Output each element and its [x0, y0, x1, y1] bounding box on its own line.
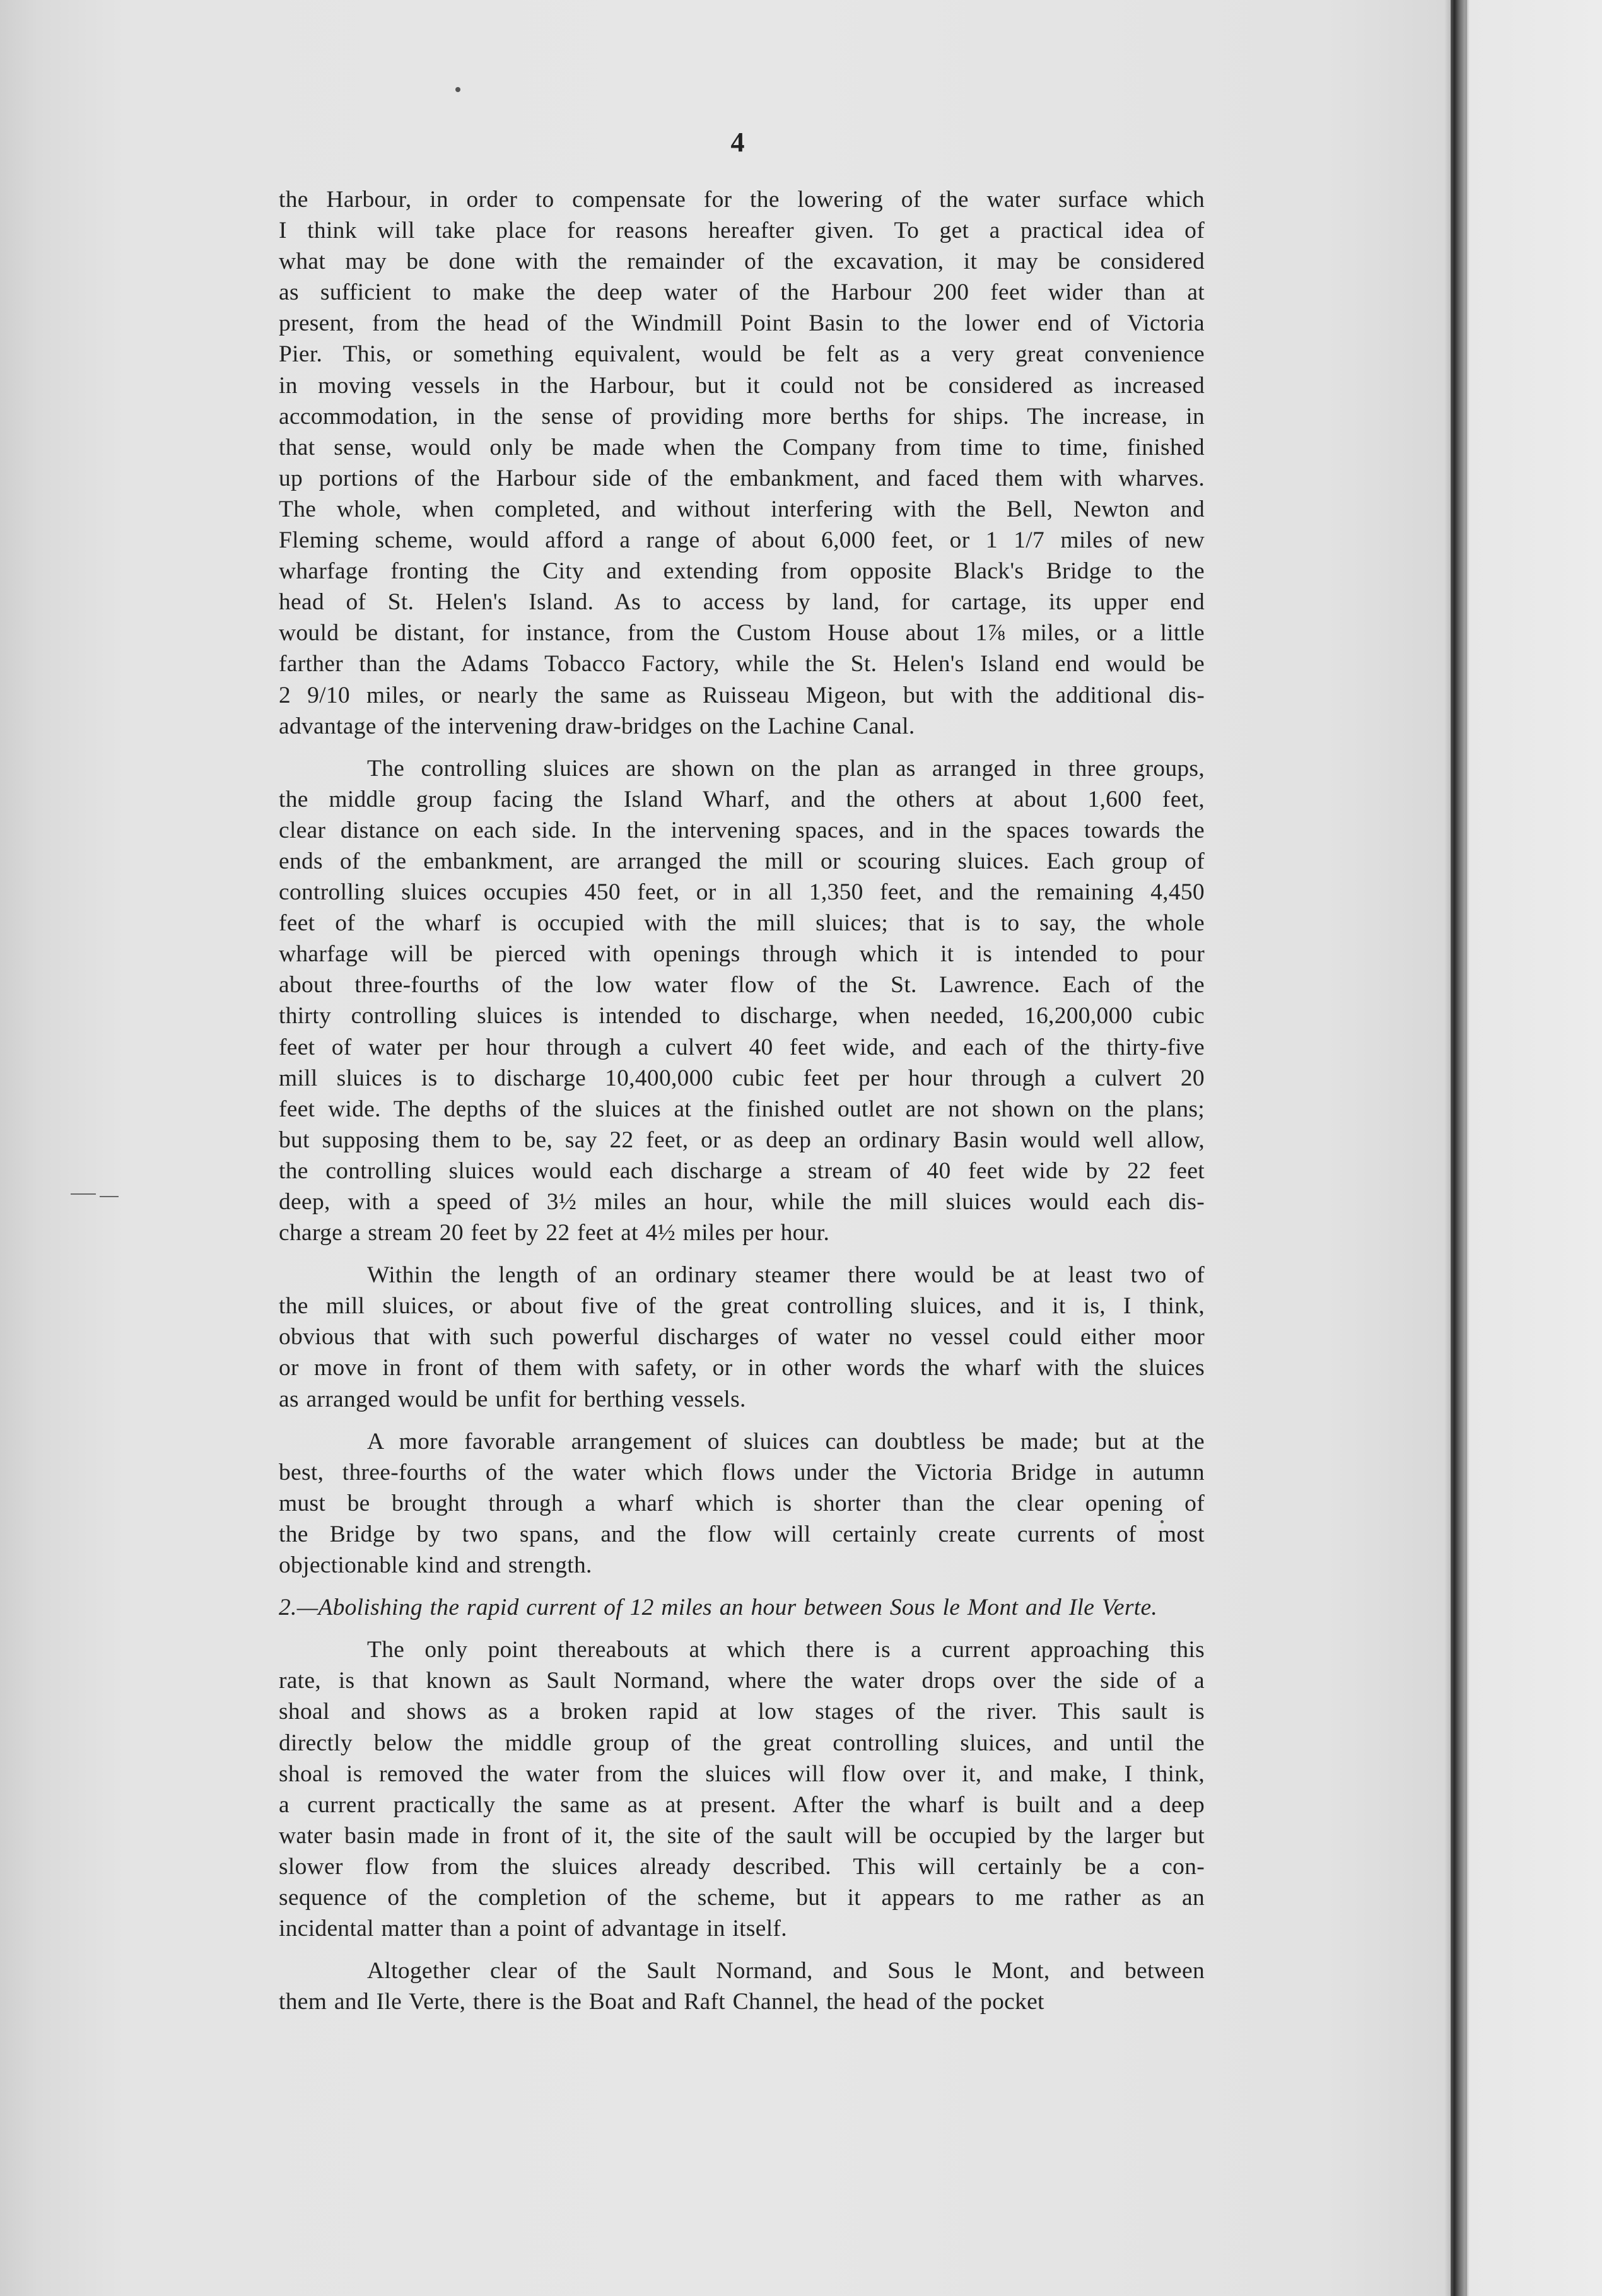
body-text — [279, 184, 1205, 2029]
text-line: incidental matter than a point of advantage in itself. — [279, 1916, 787, 1942]
binding-shadow — [1465, 0, 1467, 2296]
text-line: objectionable kind and strength. — [279, 1552, 592, 1579]
text-line: 2 9/10 miles, or nearly the same as Ruisseau Migeon, but with the additional dis- — [279, 682, 1205, 708]
text-line: up portions of the Harbour side of the embankment, and faced them with wharves. — [279, 465, 1205, 491]
text-line: the middle group facing the Island Wharf, and the others at about 1,600 feet, — [279, 786, 1205, 812]
text-line: water basin made in front of it, the site of the sault will be occupied by the larger but — [279, 1822, 1205, 1849]
text-line: clear distance on each side. In the intervening spaces, and in the spaces towards the — [279, 817, 1205, 843]
text-line: the mill sluices, or about five of the great controlling sluices, and it is, I think, — [279, 1293, 1205, 1320]
paragraph — [279, 1955, 1205, 2017]
adjacent-page-edge — [1451, 0, 1602, 2296]
paragraph — [279, 184, 1205, 742]
text-line: would be distant, for instance, from the Custom House about 1⅞ miles, or a little — [279, 620, 1205, 647]
text-line: as sufficient to make the deep water of the Harbour 200 feet wider than at — [279, 279, 1205, 306]
text-line: slower flow from the sluices already described. This will certainly be a con- — [279, 1853, 1205, 1880]
scan-speck — [455, 87, 460, 92]
text-line: feet of water per hour through a culvert 40 feet wide, and each of the thirty-five — [279, 1034, 1205, 1060]
text-line: them and Ile Verte, there is the Boat and Raft Channel, the head of the pocket — [279, 1989, 1044, 2015]
text-line: or move in front of them with safety, or in other words the wharf with the sluices — [279, 1355, 1205, 1381]
text-line: deep, with a speed of 3½ miles an hour, while the mill sluices would each dis- — [279, 1189, 1205, 1215]
paragraph — [279, 1426, 1205, 1581]
paragraph — [279, 1634, 1205, 1944]
text-line: The only point thereabouts at which there is a current approaching this — [367, 1637, 1205, 1663]
text-line: shoal is removed the water from the sluices will flow over it, and make, I think, — [279, 1760, 1205, 1787]
text-line: sequence of the completion of the scheme, but it appears to me rather as an — [279, 1884, 1205, 1911]
text-line: wharfage fronting the City and extending from opposite Black's Bridge to the — [279, 558, 1205, 585]
text-line: wharfage will be pierced with openings through which it is intended to pour — [279, 941, 1205, 968]
text-line: controlling sluices occupies 450 feet, or in all 1,350 feet, and the remaining 4,450 — [279, 879, 1205, 906]
page-number: 4 — [730, 127, 745, 158]
paragraphs — [279, 184, 1205, 1592]
text-line: Fleming scheme, would afford a range of about 6,000 feet, or 1 1/7 miles of new — [279, 527, 1205, 554]
section-paragraphs — [279, 1634, 1205, 2029]
text-line: a current practically the same as at present. After the wharf is built and a deep — [279, 1791, 1205, 1818]
text-line: The whole, when completed, and without interfering with the Bell, Newton and — [279, 496, 1205, 522]
text-line: what may be done with the remainder of the excavation, it may be considered — [279, 249, 1205, 275]
text-line: best, three-fourths of the water which flows under the Victoria Bridge in autumn — [279, 1459, 1205, 1485]
text-line: rate, is that known as Sault Normand, where the water drops over the side of a — [279, 1668, 1205, 1694]
text-line: shoal and shows as a broken rapid at low stages of the river. This sault is — [279, 1699, 1205, 1725]
text-line: ends of the embankment, are arranged the mill or scouring sluices. Each group of — [279, 848, 1205, 874]
text-line: the Harbour, in order to compensate for the lowering of the water surface which — [279, 187, 1205, 213]
text-line: head of St. Helen's Island. As to access by land, for cartage, its upper end — [279, 589, 1205, 616]
paragraph — [279, 1260, 1205, 1414]
text-line: feet wide. The depths of the sluices at the finished outlet are not shown on the plans; — [279, 1096, 1205, 1122]
text-line: A more favorable arrangement of sluices can doubtless be made; but at the — [367, 1428, 1205, 1455]
margin-mark — [100, 1196, 119, 1197]
text-line: charge a stream 20 feet by 22 feet at 4½ miles per hour. — [279, 1220, 830, 1246]
text-line: must be brought through a wharf which is shorter than the clear opening of — [279, 1490, 1205, 1516]
text-line: I think will take place for reasons hereafter given. To get a practical idea of — [279, 218, 1205, 244]
text-line: advantage of the intervening draw-bridges on the Lachine Canal. — [279, 713, 915, 739]
paragraph — [279, 753, 1205, 1249]
text-line: thirty controlling sluices is intended to discharge, when needed, 16,200,000 cubic — [279, 1003, 1205, 1029]
margin-mark — [71, 1193, 96, 1195]
text-line: feet of the wharf is occupied with the mill sluices; that is to say, the whole — [279, 910, 1205, 937]
text-line: but supposing them to be, say 22 feet, or as deep an ordinary Basin would well allow, — [279, 1127, 1205, 1153]
text-line: The controlling sluices are shown on the plan as arranged in three groups, — [367, 755, 1205, 782]
text-line: the Bridge by two spans, and the flow will certainly create currents of most — [279, 1521, 1205, 1547]
text-line: Within the length of an ordinary steamer there would be at least two of — [367, 1262, 1205, 1289]
text-line: mill sluices is to discharge 10,400,000 cubic feet per hour through a culvert 20 — [279, 1065, 1205, 1091]
text-line: Pier. This, or something equivalent, would be felt as a very great convenience — [279, 341, 1205, 368]
text-line: farther than the Adams Tobacco Factory, while the St. Helen's Island end would be — [279, 651, 1205, 677]
text-line: in moving vessels in the Harbour, but it could not be considered as increased — [279, 372, 1205, 399]
text-line: directly below the middle group of the great controlling sluices, and until the — [279, 1730, 1205, 1756]
text-line: obvious that with such powerful discharges of water no vessel could either moor — [279, 1324, 1205, 1350]
text-line: the controlling sluices would each discharge a stream of 40 feet wide by 22 feet — [279, 1157, 1205, 1184]
text-line: that sense, would only be made when the Company from time to time, finished — [279, 434, 1205, 460]
text-line: present, from the head of the Windmill Point Basin to the lower end of Victoria — [279, 310, 1205, 337]
text-line: Altogether clear of the Sault Normand, and Sous le Mont, and between — [367, 1958, 1205, 1984]
text-line: accommodation, in the sense of providing more berths for ships. The increase, in — [279, 403, 1205, 430]
text-line: about three-fourths of the low water flow of the St. Lawrence. Each of the — [279, 972, 1205, 999]
section-heading: 2.—Abolishing the rapid current of 12 miles an hour between Sous le Mont and Ile Verte. — [279, 1595, 1158, 1621]
text-line: as arranged would be unfit for berthing vessels. — [279, 1386, 746, 1412]
